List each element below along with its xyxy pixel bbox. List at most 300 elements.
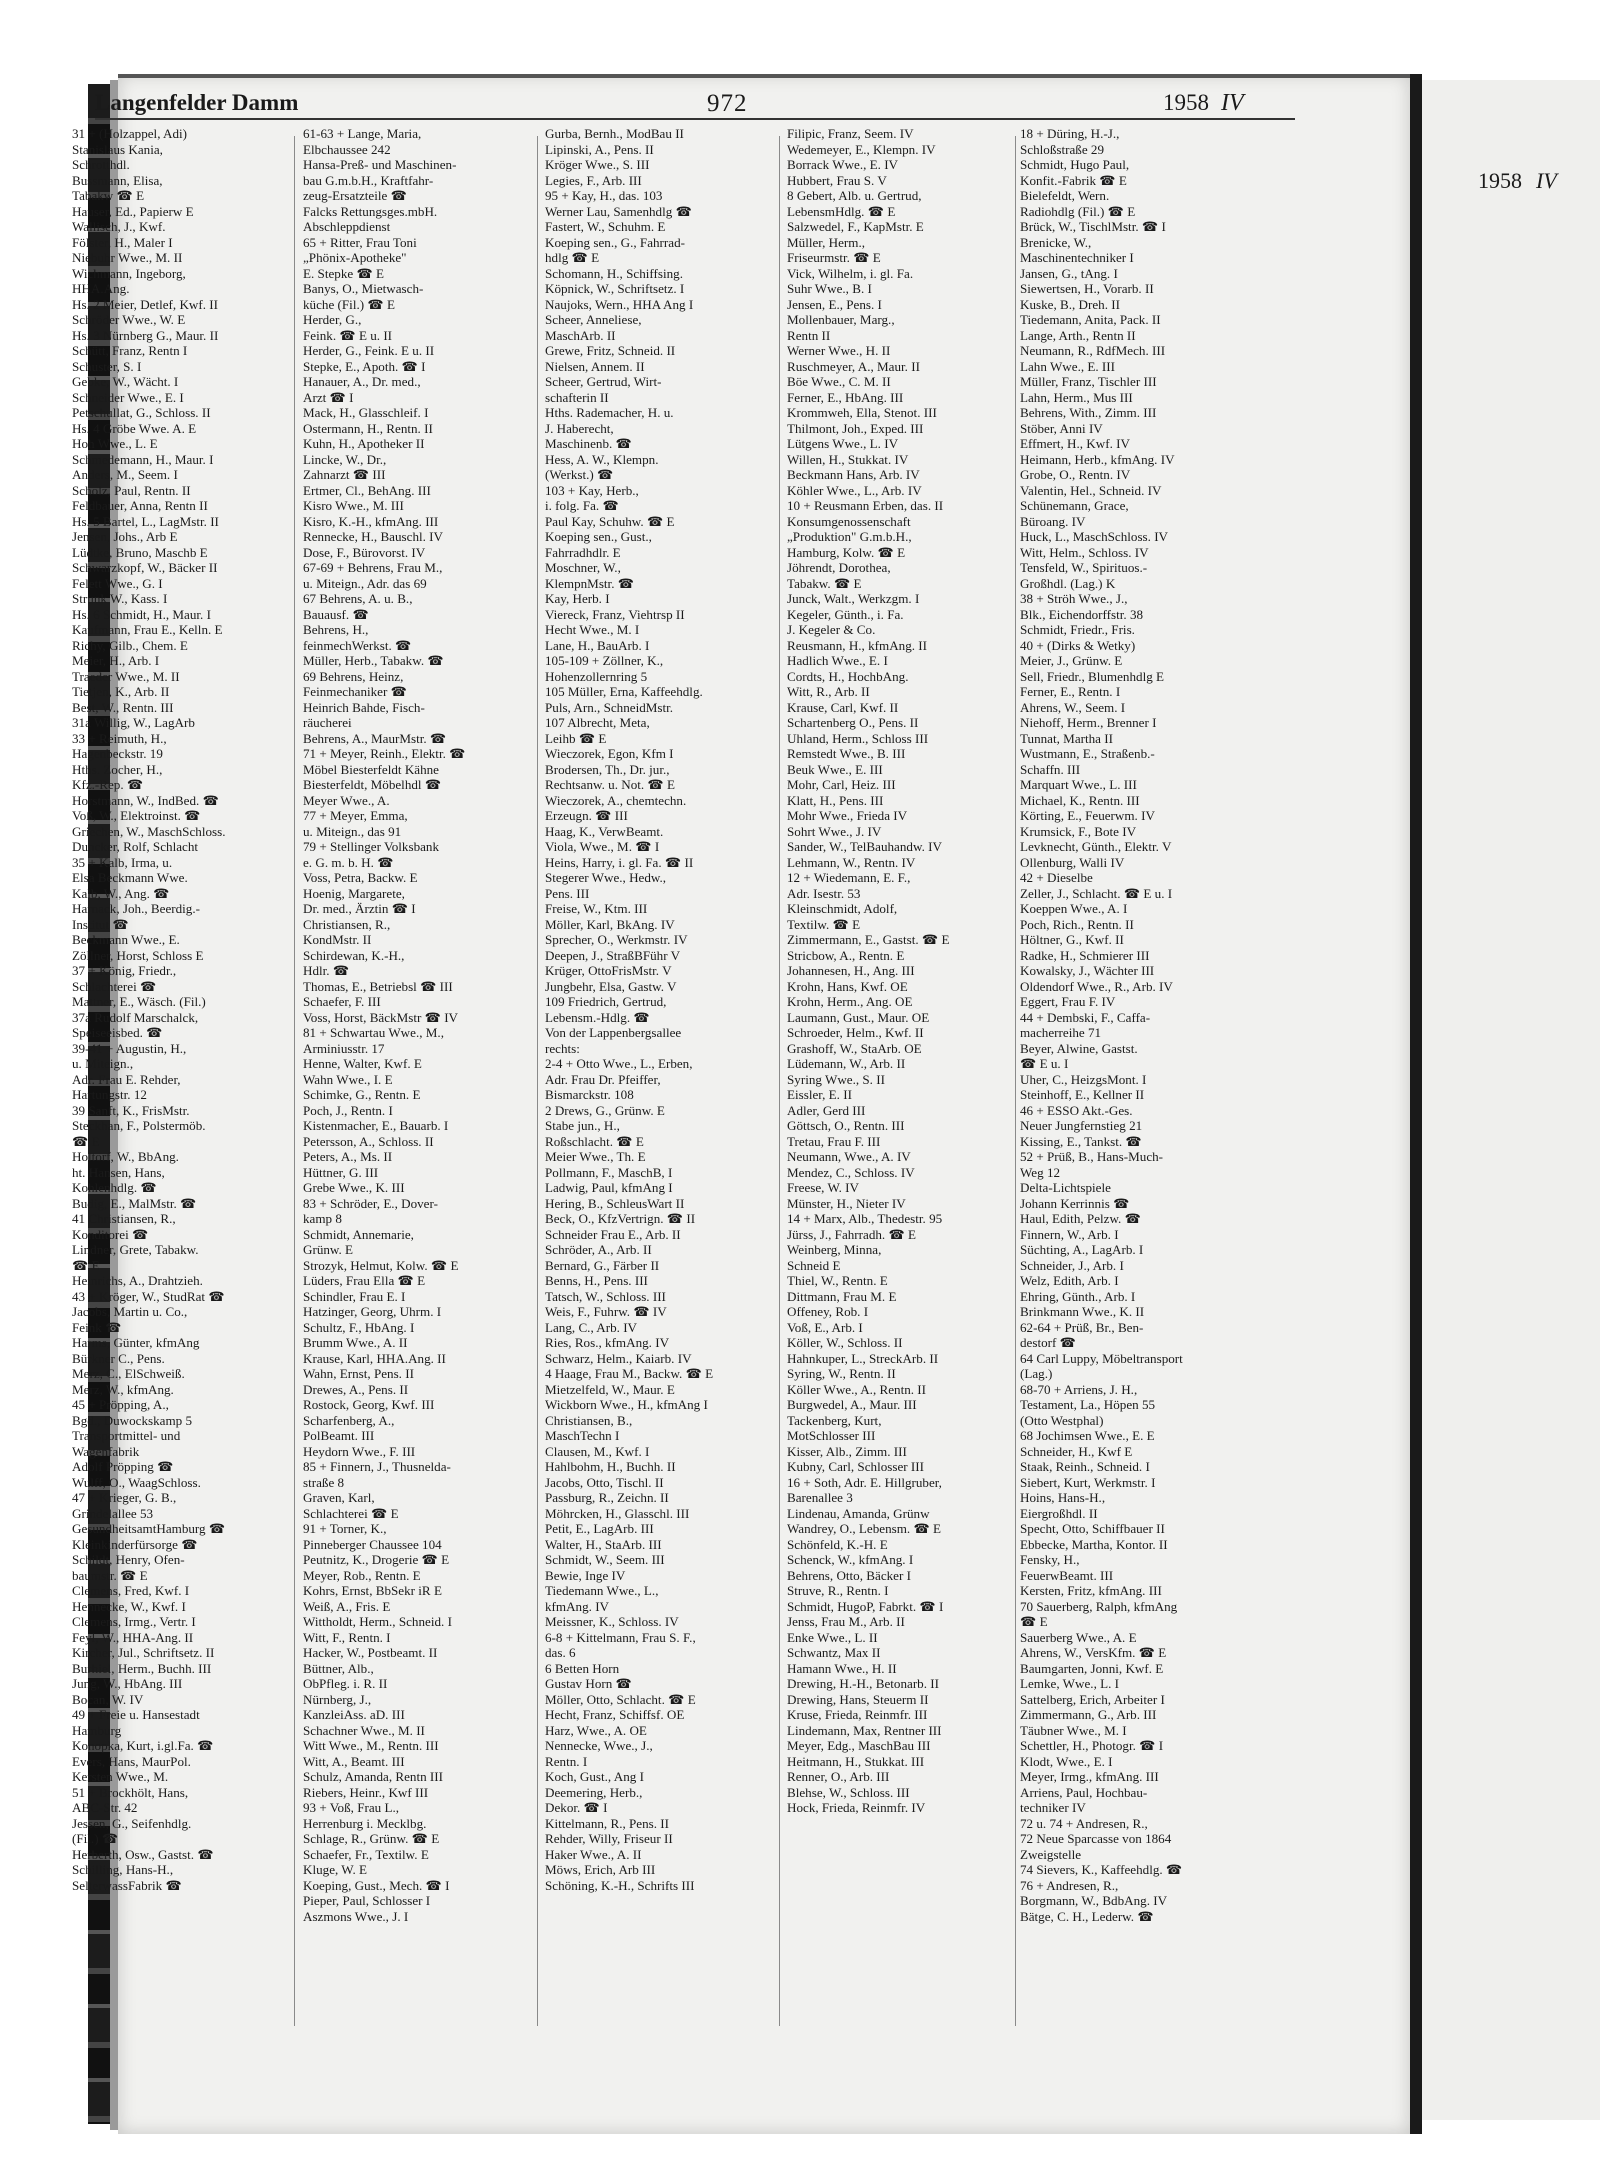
directory-entry-line: 91 + Torner, K., xyxy=(303,1521,387,1536)
directory-entry-line: Witt Wwe., M., Rentn. III xyxy=(303,1738,439,1753)
directory-entry-line: Wagenfabrik xyxy=(72,1443,140,1459)
directory-entry-line: Heinrich Bahde, Fisch- xyxy=(303,699,425,715)
directory-entry-line: Baumgarten, Jonni, Kwf. E xyxy=(1020,1660,1164,1676)
directory-entry-line: Jensen, Johs., Arb E xyxy=(72,529,178,544)
directory-entry-line: Petschullat, G., Schloss. II xyxy=(72,405,211,420)
directory-entry-line: Konfit.-Fabrik ☎ E xyxy=(1020,172,1127,188)
directory-entry-line: Sattelberg, Erich, Arbeiter I xyxy=(1020,1691,1165,1707)
directory-entry-line: Kfz.-Rep. ☎ xyxy=(72,777,144,792)
directory-entry-line: Witt, Helm., Schloss. IV xyxy=(1020,544,1149,560)
directory-entry-line: Grindelallee 53 xyxy=(72,1505,154,1521)
directory-entry-line: Lane, H., BauArb. I xyxy=(545,637,650,653)
directory-entry-line: 16 + Soth, Adr. E. Hillgruber, xyxy=(787,1474,942,1490)
directory-entry-line: Poch, Rich., Rentn. II xyxy=(1020,916,1134,932)
directory-column-1 xyxy=(72,126,288,2026)
directory-entry-line: Barenallee 3 xyxy=(787,1490,853,1505)
directory-entry-line: Nielsen, Annem. II xyxy=(545,358,645,374)
directory-entry-line: 12 + Wiedemann, E. F., xyxy=(787,870,911,885)
directory-entry-line: schafterin II xyxy=(545,389,609,405)
directory-entry-line: Moschner, W., xyxy=(545,560,621,575)
directory-entry-line: Ebbecke, Martha, Kontor. II xyxy=(1020,1536,1168,1552)
directory-entry-line: Tiedemann, Anita, Pack. II xyxy=(1020,312,1161,327)
directory-entry-line: Reusmann, H., kfmAng. II xyxy=(787,637,928,653)
directory-entry-line: Schneider Wwe., E. I xyxy=(72,389,184,405)
directory-entry-line: Mack, H., Glasschleif. I xyxy=(303,405,429,420)
directory-entry-line: Schütt, Franz, Rentn I xyxy=(72,343,188,358)
directory-entry-line: Henne, Walter, Kwf. E xyxy=(303,1056,422,1071)
directory-entry-line: Krumsick, F., Bote IV xyxy=(1020,823,1137,839)
header-rule xyxy=(95,118,1295,120)
directory-entry-line: Werner Lau, Samenhdlg ☎ xyxy=(545,203,692,219)
directory-entry-line: Ladwig, Paul, kfmAng I xyxy=(545,1180,673,1195)
directory-entry-line: Peutnitz, K., Drogerie ☎ E xyxy=(303,1552,450,1567)
directory-entry-line: 45 + Pröpping, A., xyxy=(72,1397,169,1412)
directory-entry-line: u. Miteign., Adr. das 69 xyxy=(303,575,427,591)
directory-entry-line: Herder, G., xyxy=(303,312,362,327)
directory-entry-line: Täubner Wwe., M. I xyxy=(1020,1722,1127,1738)
directory-entry-line: Koeppen Wwe., A. I xyxy=(1020,901,1128,916)
directory-entry-line: Schünemann, Grace, xyxy=(1020,498,1129,513)
directory-entry-line: Jürss, J., Fahrradh. ☎ E xyxy=(787,1226,917,1242)
directory-entry-line: Ruschmeyer, A., Maur. II xyxy=(787,358,920,374)
directory-entry-line: Eiergroßhdl. II xyxy=(1020,1505,1098,1521)
directory-entry-line: Schenck, W., kfmAng. I xyxy=(787,1552,914,1567)
directory-entry-line: kfmAng. IV xyxy=(545,1598,610,1614)
directory-entry-line: Eggert, Frau F. IV xyxy=(1020,994,1116,1009)
directory-entry-line: Witt, R., Arb. II xyxy=(787,684,870,699)
directory-entry-line: Beyer, Alwine, Gastst. xyxy=(1020,1040,1138,1056)
directory-entry-line: Lincke, W., Dr., xyxy=(303,451,387,467)
directory-entry-line: Riebers, Heinr., Kwf III xyxy=(303,1784,429,1800)
directory-entry-line: Müller, Franz, Tischler III xyxy=(1020,374,1157,389)
directory-entry-line: Mietzelfeld, W., Maur. E xyxy=(545,1381,675,1397)
directory-entry-line: Bielefeldt, Wern. xyxy=(1020,188,1110,203)
directory-entry-line: Wickborn Wwe., H., kfmAng I xyxy=(545,1397,708,1412)
directory-entry-line: Pieper, Paul, Schlosser I xyxy=(303,1893,431,1908)
directory-entry-line: Wichmann, Ingeborg, xyxy=(72,265,186,281)
directory-entry-line: Weis, F., Fuhrw. ☎ IV xyxy=(545,1304,667,1319)
directory-entry-line: Jessen, G., Seifenhdlg. xyxy=(72,1815,192,1831)
directory-entry-line: Radiohdlg (Fil.) ☎ E xyxy=(1020,203,1136,219)
directory-entry-line: Mohr Wwe., Frieda IV xyxy=(787,808,908,823)
directory-entry-line: Meyer, Irmg., kfmAng. III xyxy=(1020,1769,1159,1784)
column-divider xyxy=(294,136,295,2026)
directory-entry-line: Müller, Herm., xyxy=(787,234,866,250)
directory-entry-line: Zeller, J., Schlacht. ☎ E u. I xyxy=(1020,885,1173,901)
directory-entry-line: Hamann Wwe., H. II xyxy=(787,1660,897,1676)
directory-entry-line: Grobe, O., Rentn. IV xyxy=(1020,467,1131,482)
directory-entry-line: Schönfeld, K.-H. E xyxy=(787,1536,888,1552)
directory-entry-line: KlempnMstr. ☎ xyxy=(545,575,635,591)
directory-entry-line: Kersten Wwe., M. xyxy=(72,1769,169,1784)
directory-entry-line: Möller, Karl, BkAng. IV xyxy=(545,916,675,932)
directory-entry-line: Deemering, Herb., xyxy=(545,1784,643,1800)
directory-entry-line: Kisro, K.-H., kfmAng. III xyxy=(303,513,439,529)
directory-entry-line: Sohrt Wwe., J. IV xyxy=(787,823,882,839)
directory-entry-line: Höltner, G., Kwf. II xyxy=(1020,932,1124,947)
directory-entry-line: Werner Wwe., H. II xyxy=(787,343,891,358)
directory-entry-line: 39 Sanft, K., FrisMstr. xyxy=(72,1102,190,1118)
directory-entry-line: 65 + Ritter, Frau Toni xyxy=(303,234,417,250)
directory-entry-line: Haag, K., VerwBeamt. xyxy=(545,823,664,839)
directory-entry-line: Michael, K., Rentn. III xyxy=(1020,792,1140,808)
directory-entry-line: rechts: xyxy=(545,1040,580,1056)
directory-entry-line: Von der Lappenbergsallee xyxy=(545,1025,682,1040)
directory-entry-line: macherreihe 71 xyxy=(1020,1025,1102,1040)
directory-entry-line: Schimke, G., Rentn. E xyxy=(303,1087,421,1102)
directory-entry-line: Strunk W., Kass. I xyxy=(72,591,168,606)
directory-entry-line: Brenicke, W., xyxy=(1020,234,1092,250)
directory-entry-line: Heimann, Herb., kfmAng. IV xyxy=(1020,451,1175,467)
directory-entry-line: Testament, La., Höpen 55 xyxy=(1020,1397,1156,1412)
directory-entry-line: Beckmann Wwe., E. xyxy=(72,932,180,947)
directory-entry-line: Wahn Wwe., I. E xyxy=(303,1071,393,1087)
directory-entry-line: 61-63 + Lange, Maria, xyxy=(303,126,422,141)
directory-entry-line: Kohlenhdlg. ☎ xyxy=(72,1180,157,1195)
directory-entry-line: Schulz, Amanda, Rentn III xyxy=(303,1769,443,1784)
directory-entry-line: Tabakw ☎ E xyxy=(72,188,145,203)
directory-entry-line: Hs. 4 Gröbe Wwe. A. E xyxy=(72,420,197,436)
directory-entry-line: Willen, H., Stukkat. IV xyxy=(787,451,909,467)
directory-entry-line: 52 + Prüß, B., Hans-Much- xyxy=(1020,1149,1164,1164)
directory-entry-line: Schmedemann, H., Maur. I xyxy=(72,451,214,467)
adjacent-volume: IV xyxy=(1536,168,1557,193)
directory-entry-line: Jansen, G., tAng. I xyxy=(1020,265,1118,281)
directory-entry-line: Schaefer, Fr., Textilw. E xyxy=(303,1846,429,1862)
directory-entry-line: Stöber, Anni IV xyxy=(1020,420,1103,436)
directory-entry-line: Hamburg, Kolw. ☎ E xyxy=(787,544,906,560)
adjacent-page-header xyxy=(1478,168,1557,194)
directory-entry-line: Weiß, A., Fris. E xyxy=(303,1598,391,1614)
directory-entry-line: Mollenbauer, Marg., xyxy=(787,312,895,327)
directory-entry-line: Schildt, Henry, Ofen- xyxy=(72,1552,185,1567)
directory-entry-line: Jungbehr, Elsa, Gastw. V xyxy=(545,978,677,994)
directory-entry-line: 70 Sauerberg, Ralph, kfmAng xyxy=(1020,1598,1178,1614)
header-volume: IV xyxy=(1221,90,1244,116)
directory-entry-line: Lemke, Wwe., L. I xyxy=(1020,1676,1120,1691)
directory-entry-line: Koeping sen., G., Fahrrad- xyxy=(545,234,685,250)
directory-entry-line: Krause, Carl, Kwf. II xyxy=(787,699,899,715)
directory-entry-line: hdlg ☎ E xyxy=(545,250,600,265)
directory-entry-line: Uhland, Herm., Schloss III xyxy=(787,730,929,746)
directory-entry-line: Hennecke, W., Kwf. I xyxy=(72,1598,186,1614)
directory-entry-line: Konditorei ☎ xyxy=(72,1226,149,1242)
directory-entry-line: Johannesen, H., Ang. III xyxy=(787,963,915,978)
directory-entry-line: Wedemeyer, E., Klempn. IV xyxy=(787,141,936,157)
directory-entry-line: Meyer, Rob., Rentn. E xyxy=(303,1567,421,1583)
directory-entry-line: Meier, J., Grünw. E xyxy=(1020,653,1123,668)
directory-entry-line: Syring, W., Rentn. II xyxy=(787,1366,896,1381)
directory-entry-line: Textilw. ☎ E xyxy=(787,916,861,932)
directory-entry-line: Ertmer, Cl., BehAng. III xyxy=(303,482,431,498)
directory-entry-line: FeuerwBeamt. III xyxy=(1020,1567,1114,1583)
directory-entry-line: 72 u. 74 + Andresen, R., xyxy=(1020,1815,1148,1831)
directory-entry-line: Ollenburg, Walli IV xyxy=(1020,854,1125,870)
directory-entry-line: Jensen, E., Pens. I xyxy=(787,296,882,312)
directory-entry-line: Kittelmann, R., Pens. II xyxy=(545,1815,670,1831)
directory-entry-line: 62-64 + Prüß, Br., Ben- xyxy=(1020,1319,1144,1335)
directory-entry-line: Gurba, Bernh., ModBau II xyxy=(545,126,684,141)
directory-entry-line: Hock, Frieda, Reinmfr. IV xyxy=(787,1800,926,1815)
directory-entry-line: Neumann, Wwe., A. IV xyxy=(787,1149,911,1164)
directory-entry-line: Lebensm.-Hdlg. ☎ xyxy=(545,1009,650,1025)
directory-entry-line: Wustmann, E., Straßenb.- xyxy=(1020,746,1155,761)
directory-entry-line: Köpnick, W., Schriftsetz. I xyxy=(545,281,685,296)
directory-entry-line: Lahn Wwe., E. III xyxy=(1020,358,1116,374)
directory-entry-line: Welz, Edith, Arb. I xyxy=(1020,1273,1119,1288)
directory-entry-line: Offeney, Rob. I xyxy=(787,1304,869,1319)
directory-entry-line: Friseurmstr. ☎ E xyxy=(787,250,881,265)
directory-entry-line: Mohr, Carl, Heiz. III xyxy=(787,777,896,792)
directory-entry-line: Meier Wwe., Th. E xyxy=(545,1149,646,1164)
directory-entry-line: Traeder Wwe., M. II xyxy=(72,668,180,684)
directory-entry-line: Schilling, Hans-H., xyxy=(72,1862,174,1877)
directory-entry-line: Benns, H., Pens. III xyxy=(545,1273,648,1288)
directory-entry-line: Burgwedel, A., Maur. III xyxy=(787,1397,917,1412)
directory-entry-line: 40 + (Dirks & Wetky) xyxy=(1020,637,1136,653)
directory-column-4 xyxy=(787,126,1013,2026)
directory-entry-line: Hecht, Franz, Schiffsf. OE xyxy=(545,1707,685,1722)
directory-entry-line: Renner, O., Arb. III xyxy=(787,1769,890,1784)
directory-entry-line: Best, W., Rentn. III xyxy=(72,699,174,715)
directory-entry-line: Siebert, Kurt, Werkmstr. I xyxy=(1020,1474,1156,1490)
directory-entry-line: Horstmann, W., IndBed. ☎ xyxy=(72,792,219,808)
directory-entry-line: Bewie, Inge IV xyxy=(545,1567,626,1583)
directory-entry-line: Lahn, Herm., Mus III xyxy=(1020,389,1133,405)
directory-entry-line: Ries, Ros., kfmAng. IV xyxy=(545,1335,670,1350)
directory-entry-line: Meissner, K., Schloss. IV xyxy=(545,1614,679,1629)
directory-entry-line: Klatt, H., Pens. III xyxy=(787,792,884,808)
directory-entry-line: Lüders, Frau Ella ☎ E xyxy=(303,1273,426,1288)
directory-entry-line: Schartenberg O., Pens. II xyxy=(787,715,919,730)
directory-entry-line: Pinneberger Chaussee 104 xyxy=(303,1536,442,1552)
directory-entry-line: Kircher, Jul., Schriftsetz. II xyxy=(72,1645,215,1660)
directory-entry-line: Kröger Wwe., S. III xyxy=(545,157,650,172)
directory-entry-line: Anders, M., Seem. I xyxy=(72,467,178,482)
adjacent-page xyxy=(1422,80,1600,2120)
directory-entry-line: Schlachterei ☎ E xyxy=(303,1505,399,1521)
directory-entry-line: ☎ E u. I xyxy=(1020,1056,1069,1071)
directory-entry-line: Adr. Isestr. 53 xyxy=(787,885,861,901)
directory-entry-line: 95 + Kay, H., das. 103 xyxy=(545,188,663,203)
directory-entry-line: Hs. 5 Bartel, L., LagMstr. II xyxy=(72,513,219,529)
directory-entry-line: Kruse, Frieda, Reinmfr. III xyxy=(787,1707,928,1722)
directory-entry-line: Herder, G., Feink. E u. II xyxy=(303,343,435,358)
directory-entry-line: Drewing, Hans, Steuerm II xyxy=(787,1691,929,1707)
column-divider xyxy=(1015,136,1016,2026)
directory-entry-line: Marquart Wwe., L. III xyxy=(1020,777,1137,792)
directory-entry-line: Brinkmann Wwe., K. II xyxy=(1020,1304,1145,1319)
directory-entry-line: 41 Christiansen, R., xyxy=(72,1211,176,1226)
directory-entry-line: ABC-Str. 42 xyxy=(72,1800,138,1815)
directory-entry-line: Köller Wwe., A., Rentn. II xyxy=(787,1381,927,1397)
directory-entry-line: Hansa-Preß- und Maschinen- xyxy=(303,157,457,172)
directory-entry-line: Feyl, W., HHA-Ang. II xyxy=(72,1629,194,1645)
directory-entry-line: Ferner, E., Rentn. I xyxy=(1020,684,1121,699)
directory-entry-line: Harms, Günter, kfmAng xyxy=(72,1335,200,1350)
directory-entry-line: ☎ E xyxy=(72,1257,100,1273)
directory-entry-line: Kissing, E., Tankst. ☎ xyxy=(1020,1133,1142,1149)
directory-entry-line: KanzleiAss. aD. III xyxy=(303,1707,405,1722)
directory-entry-line: 51 + Brockhölt, Hans, xyxy=(72,1784,189,1800)
directory-entry-line: Bussmann, Elisa, xyxy=(72,172,163,188)
directory-entry-line: ht. Hansen, Hans, xyxy=(72,1164,165,1180)
directory-entry-line: Effmert, H., Kwf. IV xyxy=(1020,436,1130,451)
directory-entry-line: Harnack, Joh., Beerdig.- xyxy=(72,901,200,916)
header-year: 1958 xyxy=(1163,90,1209,115)
directory-entry-line: Büroang. IV xyxy=(1020,513,1086,529)
directory-entry-line: MaschTechn I xyxy=(545,1428,620,1443)
directory-entry-line: Schettler, H., Photogr. ☎ I xyxy=(1020,1738,1164,1753)
directory-entry-line: Möbel Biesterfeldt Kähne xyxy=(303,761,439,777)
directory-entry-line: Mattner, E., Wäsch. (Fil.) xyxy=(72,994,206,1009)
directory-entry-line: Meyer, Edg., MaschBau III xyxy=(787,1738,931,1753)
directory-entry-line: Nennecke, Wwe., J., xyxy=(545,1738,653,1753)
directory-entry-line: Schomann, H., Schiffsing. xyxy=(545,265,683,281)
directory-entry-line: Ahrens, W., Seem. I xyxy=(1020,699,1126,715)
directory-entry-line: 43 + Kröger, W., StudRat ☎ xyxy=(72,1288,225,1304)
directory-entry-line: Steckhan, F., Polstermöb. xyxy=(72,1118,206,1133)
directory-entry-line: Ostermann, H., Rentn. II xyxy=(303,420,433,436)
directory-entry-line: Radke, H., Schmierer III xyxy=(1020,947,1150,963)
directory-entry-line: Pens. III xyxy=(545,885,590,901)
directory-entry-line: Graven, Karl, xyxy=(303,1490,375,1505)
directory-entry-line: 67-69 + Behrens, Frau M., xyxy=(303,560,443,575)
directory-entry-line: Scharfenberg, A., xyxy=(303,1412,395,1428)
directory-entry-line: Beckmann Hans, Arb. IV xyxy=(787,467,920,482)
directory-entry-line: straße 8 xyxy=(303,1474,345,1490)
directory-entry-line: Sander, W., TelBauhandw. IV xyxy=(787,839,942,854)
directory-entry-line: Johann Kerrinnis ☎ xyxy=(1020,1195,1130,1211)
directory-entry-line: Hering, B., SchleusWart II xyxy=(545,1195,685,1211)
directory-entry-line: Bätge, C. H., Lederw. ☎ xyxy=(1020,1908,1154,1924)
directory-entry-line: Jöhrendt, Dorothea, xyxy=(787,560,891,575)
page-number: 972 xyxy=(707,90,748,117)
directory-entry-line: Schwarzkopf, W., Bäcker II xyxy=(72,560,218,575)
directory-entry-line: Beuk Wwe., E. III xyxy=(787,761,883,777)
directory-entry-line: küche (Fil.) ☎ E xyxy=(303,296,395,312)
directory-entry-line: Delta-Lichtspiele xyxy=(1020,1180,1111,1195)
directory-entry-line: Brumm Wwe., A. II xyxy=(303,1335,408,1350)
directory-entry-line: Borrack Wwe., E. IV xyxy=(787,157,899,172)
directory-entry-line: Witt, F., Rentn. I xyxy=(303,1629,391,1645)
directory-entry-line: Poch, J., Rentn. I xyxy=(303,1102,393,1118)
directory-entry-line: Falcks Rettungsges.mbH. xyxy=(303,203,438,219)
directory-entry-line: Clemens, Irmg., Vertr. I xyxy=(72,1614,196,1629)
directory-entry-line: Pollmann, F., MaschB, I xyxy=(545,1164,673,1180)
directory-entry-line: 10 + Reusmann Erben, das. II xyxy=(787,498,944,513)
directory-entry-line: Salzwedel, F., KapMstr. E xyxy=(787,219,924,234)
directory-entry-line: Schmidt, W., Seem. III xyxy=(545,1552,665,1567)
directory-entry-line: Hauser, Ed., Papierw E xyxy=(72,203,194,219)
directory-entry-line: Behrens, H., xyxy=(303,622,369,637)
directory-entry-line: Kalb, W., Ang. ☎ xyxy=(72,885,170,901)
directory-entry-line: Scholz, Paul, Rentn. II xyxy=(72,482,191,498)
street-title: Langenfelder Damm xyxy=(95,90,299,115)
directory-entry-line: Haker Wwe., A. II xyxy=(545,1846,642,1862)
directory-entry-line: Hoenig, Margarete, xyxy=(303,885,405,901)
directory-entry-line: 64 Carl Luppy, Möbeltransport xyxy=(1020,1350,1183,1366)
directory-entry-line: Maschinenb. ☎ xyxy=(545,436,632,451)
directory-entry-line: 33 + Reimuth, H., xyxy=(72,730,167,746)
directory-entry-line: Syring Wwe., S. II xyxy=(787,1071,885,1087)
directory-entry-line: Hecht Wwe., M. I xyxy=(545,622,640,637)
directory-entry-line: Jenss, Frau M., Arb. II xyxy=(787,1614,905,1629)
directory-entry-line: Herrenburg i. Mecklbg. xyxy=(303,1815,427,1831)
directory-entry-line: Fastert, W., Schuhm. E xyxy=(545,219,666,234)
directory-entry-line: Münster, H., Nieter IV xyxy=(787,1195,906,1211)
directory-entry-line: ObPfleg. i. R. II xyxy=(303,1676,388,1691)
directory-entry-line: Weinberg, Minna, xyxy=(787,1242,882,1257)
directory-entry-line: (Werkst.) ☎ xyxy=(545,467,614,482)
directory-entry-line: Schröder Wwe., W. E xyxy=(72,312,186,327)
directory-entry-line: Schneider, J., Arb. I xyxy=(1020,1257,1124,1273)
directory-entry-line: Naujoks, Wern., HHA Ang I xyxy=(545,296,694,312)
directory-entry-line: Merz, C., ElSchweiß. xyxy=(72,1366,185,1381)
directory-entry-line: Kluge, W. E xyxy=(303,1862,368,1877)
directory-entry-line: 46 + ESSO Akt.-Ges. xyxy=(1020,1102,1133,1118)
directory-entry-line: Hoh Wwe., L. E xyxy=(72,436,158,451)
directory-entry-line: Schneider Frau E., Arb. II xyxy=(545,1226,681,1242)
directory-entry-line: Möller, Otto, Schlacht. ☎ E xyxy=(545,1691,696,1707)
directory-entry-line: 67 Behrens, A. u. B., xyxy=(303,591,413,606)
directory-entry-line: Kuske, B., Dreh. II xyxy=(1020,296,1120,312)
directory-entry-line: Tretau, Frau F. III xyxy=(787,1133,881,1149)
directory-entry-line: 109 Friedrich, Gertrud, xyxy=(545,994,667,1009)
directory-entry-line: Schindler, Frau E. I xyxy=(303,1288,406,1304)
directory-entry-line: bau G.m.b.H., Kraftfahr- xyxy=(303,172,434,188)
directory-entry-line: Hubbert, Frau S. V xyxy=(787,172,887,188)
directory-entry-line: Elsa Beckmann Wwe. xyxy=(72,870,188,885)
directory-entry-line: Adr. Frau E. Rehder, xyxy=(72,1071,181,1087)
column-divider xyxy=(779,136,780,2026)
directory-entry-line: Bismarckstr. 108 xyxy=(545,1087,634,1102)
directory-entry-line: Feink. ☎ E u. II xyxy=(303,327,393,343)
directory-entry-line: Petersson, A., Schloss. II xyxy=(303,1133,434,1149)
directory-entry-line: Bürkner C., Pens. xyxy=(72,1350,165,1366)
directory-entry-line: Lindenau, Amanda, Grünw xyxy=(787,1505,930,1521)
directory-entry-line: Remstedt Wwe., B. III xyxy=(787,746,906,761)
directory-entry-line: Schmidt, Annemarie, xyxy=(303,1226,414,1242)
directory-entry-line: baumstr. ☎ E xyxy=(72,1567,148,1583)
directory-entry-line: 103 + Kay, Herb., xyxy=(545,482,639,498)
directory-entry-line: Rentn. I xyxy=(545,1753,588,1769)
directory-entry-line: Uher, C., HeizgsMont. I xyxy=(1020,1071,1147,1087)
directory-entry-line: Hacker, W., Postbeamt. II xyxy=(303,1645,438,1660)
directory-entry-line: Banys, O., Mietwasch- xyxy=(303,281,424,296)
directory-entry-line: Schröder, A., Arb. II xyxy=(545,1242,652,1257)
directory-entry-line: Voss, Petra, Backw. E xyxy=(303,870,418,885)
directory-entry-line: Meyer Wwe., A. xyxy=(303,792,390,808)
directory-entry-line: Viola, Wwe., M. ☎ I xyxy=(545,839,660,854)
directory-entry-line: 71 + Meyer, Reinh., Elektr. ☎ xyxy=(303,746,466,761)
directory-entry-line: Schneider, H., Kwf E xyxy=(1020,1443,1133,1459)
directory-entry-line: 14 + Marx, Alb., Thedestr. 95 xyxy=(787,1211,943,1226)
directory-entry-line: 6-8 + Kittelmann, Frau S. F., xyxy=(545,1629,696,1645)
directory-entry-line: Hoins, Hans-H., xyxy=(1020,1490,1106,1505)
directory-entry-line: Blk., Eichendorffstr. 38 xyxy=(1020,606,1144,622)
directory-entry-line: Staak, Reinh., Schneid. I xyxy=(1020,1459,1150,1474)
directory-entry-line: Behrens, A., MaurMstr. ☎ xyxy=(303,730,447,746)
directory-entry-line: Vick, Wilhelm, i. gl. Fa. xyxy=(787,265,914,281)
directory-entry-line: Drewes, A., Pens. II xyxy=(303,1381,409,1397)
directory-entry-line: u. Miteign., xyxy=(72,1056,134,1071)
directory-entry-line: Krohn, Herm., Ang. OE xyxy=(787,994,913,1009)
directory-entry-line: HHA.Ang. xyxy=(72,281,130,296)
directory-entry-line: Ehring, Günth., Arb. I xyxy=(1020,1288,1136,1304)
directory-entry-line: Büttner, Alb., xyxy=(303,1660,374,1676)
directory-entry-line: Schloßstraße 29 xyxy=(1020,141,1105,157)
